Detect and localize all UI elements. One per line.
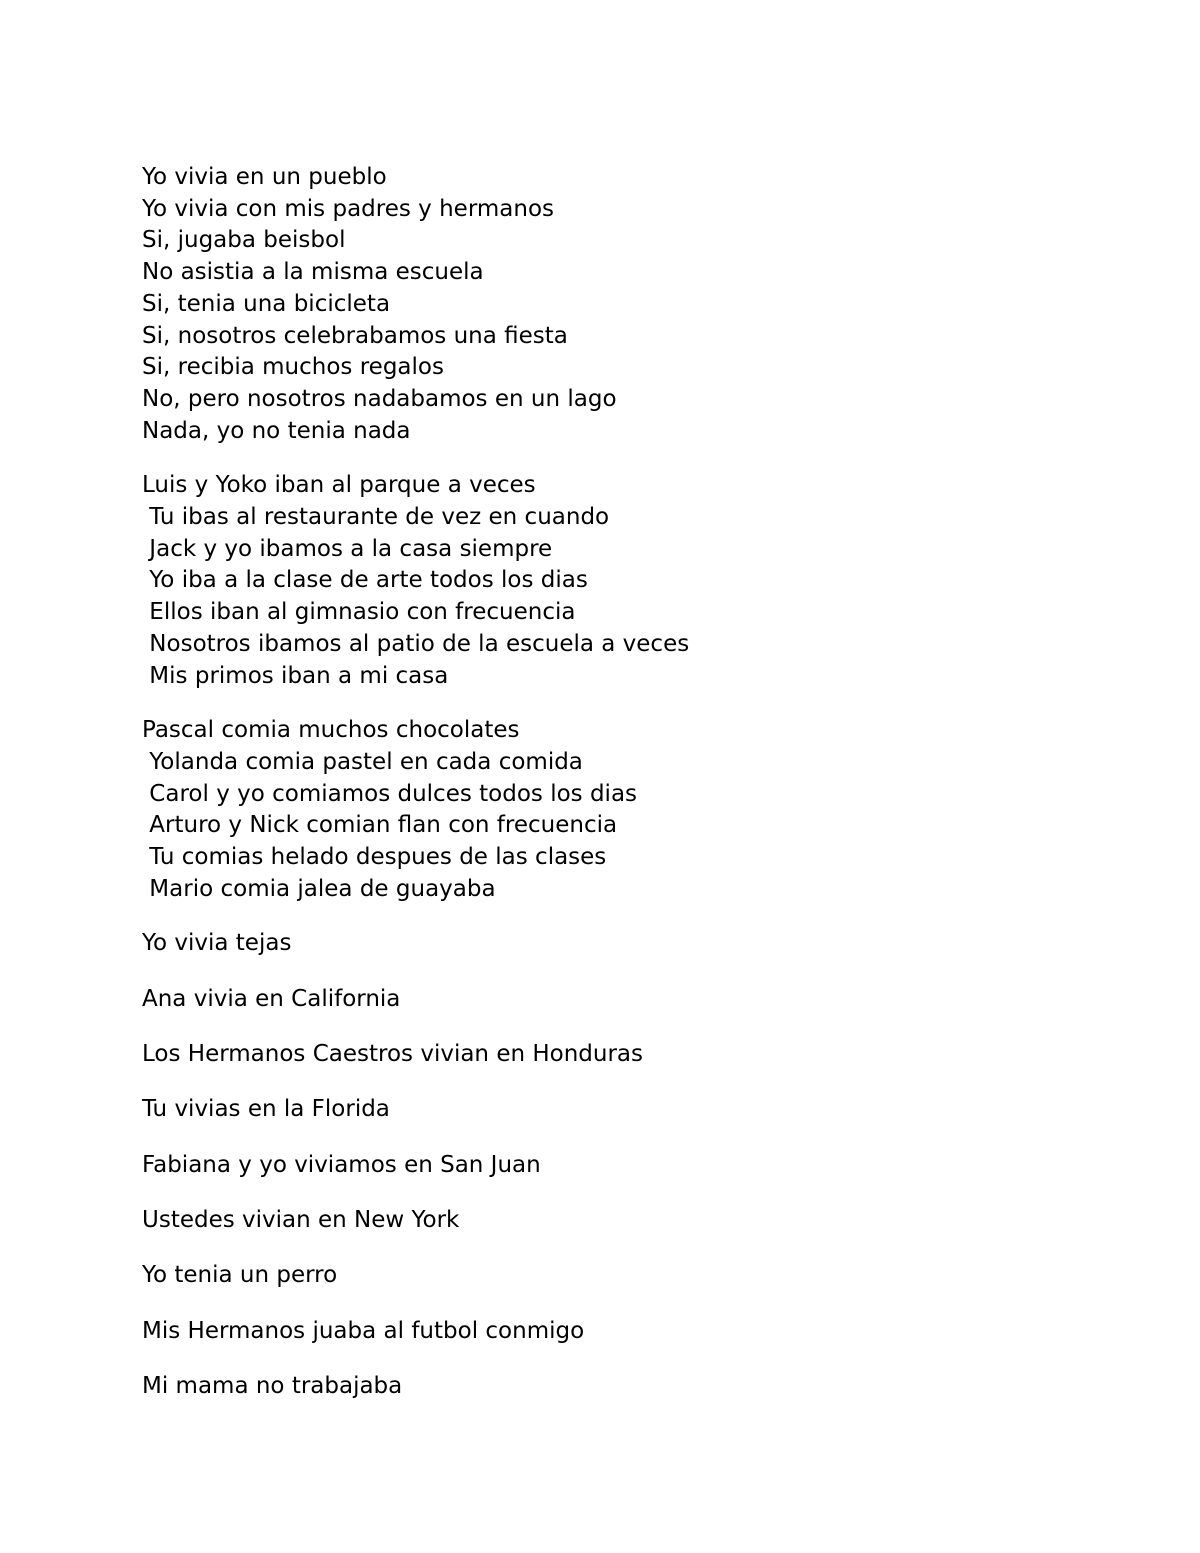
text-line: Carol y yo comiamos dulces todos los dias <box>142 780 638 807</box>
text-line: Pascal comia muchos chocolates <box>142 717 520 744</box>
single-line-paragraph <box>142 1039 1122 1071</box>
text-line: Arturo y Nick comian flan con frecuencia <box>142 812 618 839</box>
text-line: Ana vivia en California <box>142 985 401 1012</box>
single-line-paragraph <box>142 984 1122 1016</box>
text-line: Yo vivia en un pueblo <box>142 164 387 190</box>
text-line: Nada, yo no tenia nada <box>142 417 411 444</box>
document-body <box>142 162 1122 1426</box>
text-line: Tu ibas al restaurante de vez en cuando <box>142 504 610 531</box>
single-line-paragraph <box>142 928 1122 960</box>
text-line: Fabiana y yo viviamos en San Juan <box>142 1151 541 1178</box>
text-line: Yo iba a la clase de arte todos los dias <box>142 567 588 594</box>
text-line: No asistia a la misma escuela <box>142 259 484 286</box>
text-line: Si, tenia una bicicleta <box>142 290 391 317</box>
text-line: Si, nosotros celebrabamos una fiesta <box>142 322 568 349</box>
text-line: Los Hermanos Caestros vivian en Honduras <box>142 1041 644 1068</box>
text-line: Mis primos iban a mi casa <box>142 662 449 689</box>
text-line: Mi mama no trabajaba <box>142 1372 403 1399</box>
single-line-paragraph <box>142 1260 1122 1292</box>
paragraph-block-2 <box>142 470 1122 692</box>
paragraph-block-3 <box>142 715 1122 905</box>
text-line: No, pero nosotros nadabamos en un lago <box>142 385 617 412</box>
text-line: Tu comias helado despues de las clases <box>142 844 607 871</box>
text-line: Jack y yo ibamos a la casa siempre <box>142 535 553 562</box>
single-line-paragraph <box>142 1094 1122 1126</box>
text-line: Yo vivia tejas <box>142 930 292 957</box>
text-line: Si, jugaba beisbol <box>142 227 346 254</box>
text-line: Mario comia jalea de guayaba <box>142 875 496 902</box>
text-line: Yo tenia un perro <box>142 1262 338 1289</box>
text-line: Mis Hermanos juaba al futbol conmigo <box>142 1317 585 1344</box>
text-line: Nosotros ibamos al patio de la escuela a veces <box>142 630 690 657</box>
paragraph-block-1 <box>142 162 1122 447</box>
text-line: Luis y Yoko iban al parque a veces <box>142 472 536 499</box>
text-line: Yo vivia con mis padres y hermanos <box>142 195 555 222</box>
single-line-paragraph <box>142 1205 1122 1237</box>
text-line: Ellos iban al gimnasio con frecuencia <box>142 599 576 626</box>
single-line-paragraph <box>142 1371 1122 1403</box>
text-line: Si, recibia muchos regalos <box>142 354 444 381</box>
text-line: Tu vivias en la Florida <box>142 1096 390 1123</box>
text-line: Yolanda comia pastel en cada comida <box>142 748 583 775</box>
single-line-paragraph <box>142 1316 1122 1348</box>
single-line-paragraph <box>142 1150 1122 1182</box>
text-line: Ustedes vivian en New York <box>142 1206 460 1233</box>
